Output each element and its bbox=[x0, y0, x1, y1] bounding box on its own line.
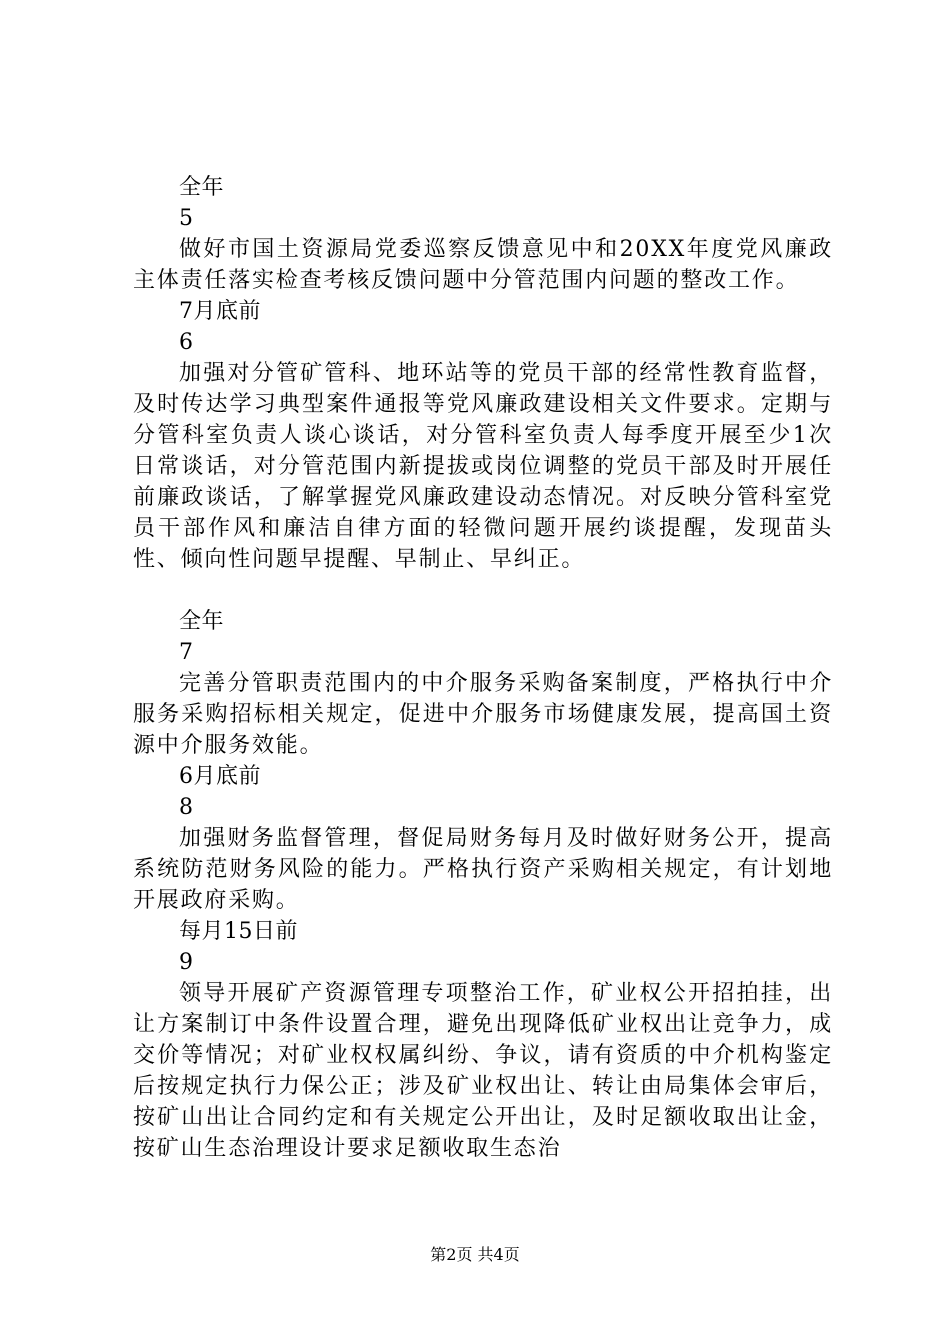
paragraph-spacer bbox=[133, 575, 833, 606]
item-number: 7 bbox=[179, 640, 194, 665]
item-text: 加强财务监督管理，督促局财务每月及时做好财务公开，提高系统防范财务风险的能力。严格执行资产采购相关规定，有计划地开展政府采购。 bbox=[133, 826, 833, 913]
item-time: 全年 bbox=[179, 175, 225, 200]
item-text: 领导开展矿产资源管理专项整治工作，矿业权公开招拍挂，出让方案制订中条件设置合理，避免出现降低矿业权出让竞争力，成交价等情况；对矿业权权属纠纷、争议，请有资质的中介机构鉴定后按规定执行力保公正；涉及矿业权出让、转让由局集体会审后，按矿山出让合同约定和有关规定公开出让，及时足额收取出让金，按矿山生态治理设计要求足额收取生态治 bbox=[133, 981, 833, 1161]
item-time: 6月底前 bbox=[179, 764, 261, 789]
document-body bbox=[133, 172, 833, 1164]
item-text: 做好市国土资源局党委巡察反馈意见中和20XX年度党风廉政主体责任落实检查考核反馈问题中分管范围内问题的整改工作。 bbox=[133, 237, 833, 293]
item-number: 5 bbox=[179, 206, 194, 231]
item-number: 6 bbox=[179, 330, 194, 355]
item-time: 7月底前 bbox=[179, 299, 261, 324]
page-number: 第2页 共4页 bbox=[430, 1245, 520, 1264]
item-time: 每月15日前 bbox=[179, 919, 298, 944]
item-text: 完善分管职责范围内的中介服务采购备案制度，严格执行中介服务采购招标相关规定，促进中介服务市场健康发展，提高国土资源中介服务效能。 bbox=[133, 671, 833, 758]
item-text: 加强对分管矿管科、地环站等的党员干部的经常性教育监督，及时传达学习典型案件通报等党风廉政建设相关文件要求。定期与分管科室负责人谈心谈话，对分管科室负责人每季度开展至少1次日常谈话，对分管范围内新提拔或岗位调整的党员干部及时开展任前廉政谈话，了解掌握党风廉政建设动态情况。对反映分管科室党员干部作风和廉洁自律方面的轻微问题开展约谈提醒，发现苗头性、倾向性问题早提醒、早制止、早纠正。 bbox=[133, 361, 833, 572]
item-time: 全年 bbox=[179, 609, 225, 634]
item-number: 9 bbox=[179, 950, 194, 975]
item-number: 8 bbox=[179, 795, 194, 820]
